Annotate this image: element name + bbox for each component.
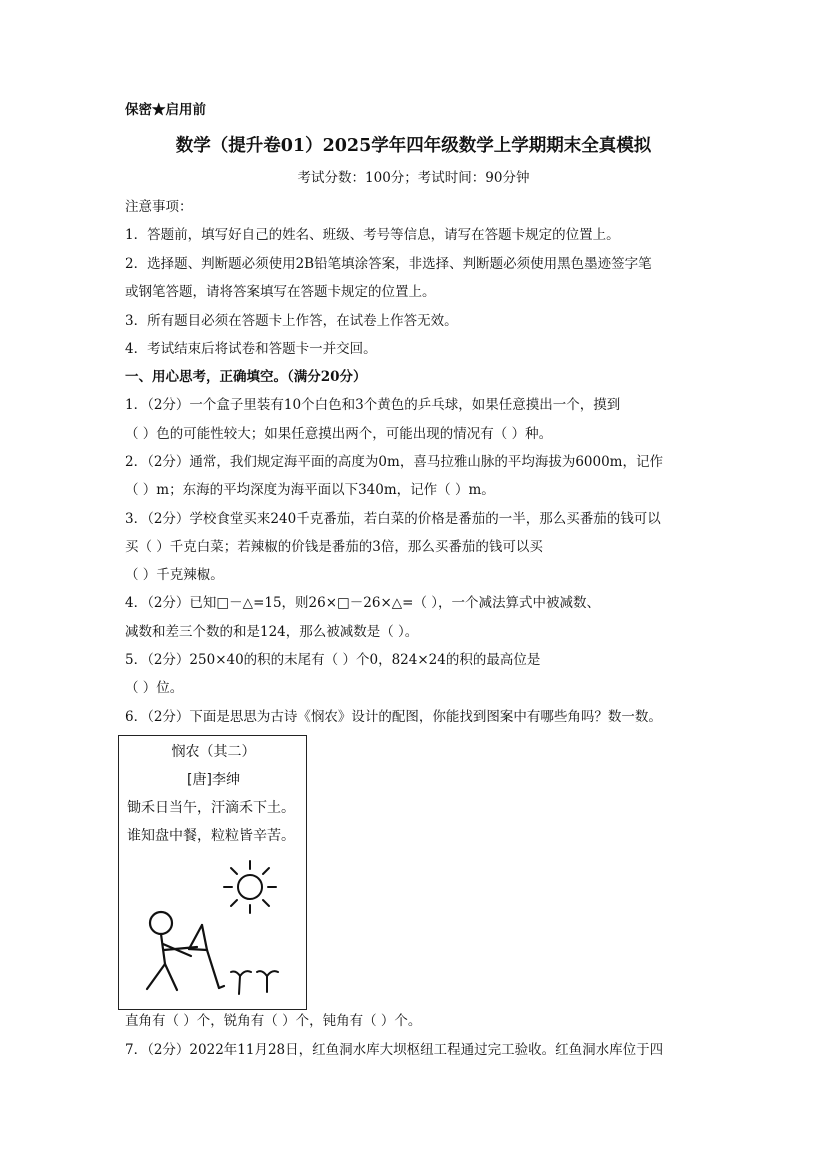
page-title: 数学（提升卷01）2025学年四年级数学上学期期末全真模拟 [175,136,652,156]
notice-heading: 注意事项： [125,199,193,215]
poem-author: [唐]李绅 [187,772,240,788]
question-line: 5．（2分）250×40的积的末尾有（ ）个0，824×24的积的最高位是 [125,652,541,668]
sun-icon [224,861,276,913]
notice-item: 4．考试结束后将试卷和答题卡一并交回。 [125,341,377,357]
question-line: 买（ ）千克白菜；若辣椒的价钱是番茄的3倍，那么买番茄的钱可以买 [125,539,543,555]
poem-line: 谁知盘中餐，粒粒皆辛苦。 [127,828,295,844]
poem-figure [118,735,307,1010]
question-line: （ ）千克辣椒。 [125,567,224,583]
secret-label: 保密★启用前 [125,102,206,118]
question-line: （ ）位。 [125,680,184,696]
exam-info: 考试分数：100分；考试时间：90分钟 [297,170,530,186]
notice-item: 或钢笔答题，请将答案填写在答题卡规定的位置上。 [125,284,436,300]
question-line: 直角有（ ）个，锐角有（ ）个，钝角有（ ）个。 [125,1013,422,1029]
question-line: 6．（2分）下面是思思为古诗《悯农》设计的配图，你能找到图案中有哪些角吗？数一数。 [125,709,662,725]
stick-figure-icon [147,912,197,990]
notice-item: 2．选择题、判断题必须使用2B铅笔填涂答案，非选择、判断题必须使用黑色墨迹签字笔 [125,256,652,272]
question-line: 减数和差三个数的和是124，那么被减数是（ ）。 [125,624,419,640]
question-line: （ ）色的可能性较大；如果任意摸出两个，可能出现的情况有（ ）种。 [125,426,553,442]
question-line: 4．（2分）已知□－△=15，则26×□－26×△=（ ），一个减法算式中被减数、 [125,595,601,611]
question-line: 7．（2分）2022年11月28日，红鱼洞水库大坝枢纽工程通过完工验收。红鱼洞水库位于四 [125,1042,664,1058]
farmer-drawing [119,736,308,1011]
question-line: 2．（2分）通常，我们规定海平面的高度为0m，喜马拉雅山脉的平均海拔为6000m，记作 [125,454,663,470]
question-line: 3．（2分）学校食堂买来240千克番茄，若白菜的价格是番茄的一半，那么买番茄的钱可以 [125,511,661,527]
notice-item: 3．所有题目必须在答题卡上作答，在试卷上作答无效。 [125,313,458,329]
hoe-icon [189,925,224,988]
poem-line: 锄禾日当午，汗滴禾下土。 [127,800,295,816]
question-line: （ ）m；东海的平均深度为海平面以下340m，记作（ ）m。 [125,482,495,498]
notice-item: 1．答题前，填写好自己的姓名、班级、考号等信息，请写在答题卡规定的位置上。 [125,227,620,243]
poem-title: 悯农（其二） [171,744,256,760]
section-heading: 一、用心思考，正确填空。（满分20分） [125,369,367,385]
question-line: 1．（2分）一个盒子里装有10个白色和3个黄色的乒乓球，如果任意摸出一个，摸到 [125,397,621,413]
sprout-icon [231,971,278,994]
